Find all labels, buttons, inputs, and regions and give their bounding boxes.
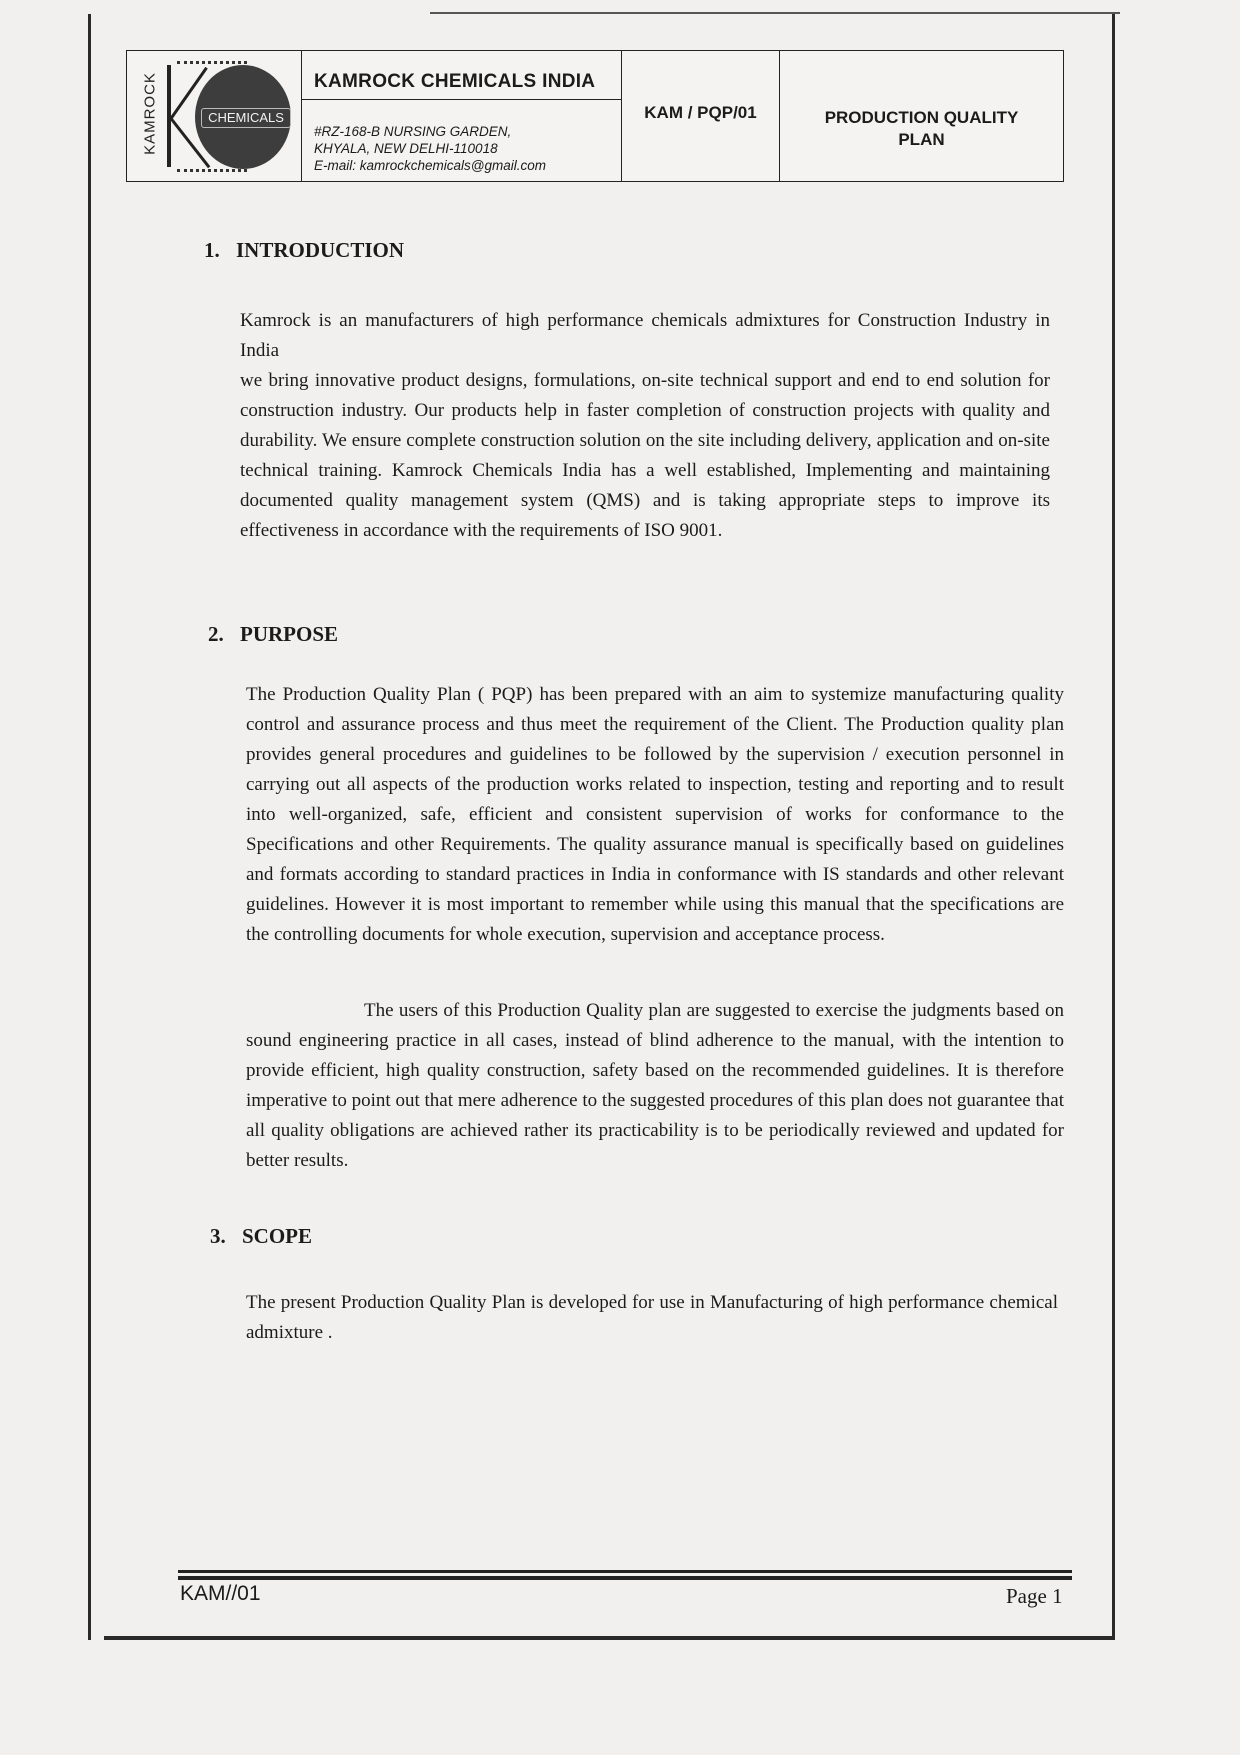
purpose-paragraph-2: The users of this Production Quality plan are suggested to exercise the judgments based on sound engineering practice in all cases, instead of blind adherence to the manual, with the intention to provide efficient, high quality construction, safety based on the recommended guidelines. It is therefore imperative to point out that mere adherence to the suggested procedures of this plan does not guarantee that all quality obligations are achieved rather its practicability is to be periodically reviewed and updated for better results. — [246, 1000, 1064, 1171]
section-heading-scope: 3. SCOPE — [210, 1224, 313, 1248]
footer-doc-ref: KAM//01 — [180, 1582, 261, 1605]
purpose-paragraph-1: The Production Quality Plan ( PQP) has been prepared with an aim to systemize manufacturing quality control and assurance process and thus meet the requirement of the Client. The Production quality plan provides general procedures and guidelines to be followed by the supervision / execution personnel in carrying out all aspects of the production works related to inspection, testing and reporting and to result into well-organized, safe, efficient and consistent supervision of works for conformance to the Specifications and other Requirements. The quality assurance manual is specifically based on guidelines and formats according to standard practices in India in conformance with IS standards and other relevant guidelines. However it is most important to remember while using this manual that the specifications are the controlling documents for whole execution, supervision and acceptance process. — [246, 684, 1064, 945]
doc-code: KAM / PQP/01 — [644, 103, 757, 122]
document-header-table — [126, 50, 1064, 182]
logo-badge-text: CHEMICALS — [201, 108, 291, 128]
intro-paragraph-2: we bring innovative product designs, formulations, on-site technical support and end to end solution for construction industry. Our products help in faster completion of construction projects with quality and durability. We ensure complete construction solution on the site including delivery, application and on-site technical training. Kamrock Chemicals India has a well established, Implementing and maintaining documented quality management system (QMS) and is taking appropriate steps to improve its effectiveness in accordance with the requirements of ISO 9001. — [240, 370, 1050, 541]
page-number: Page 1 — [1006, 1584, 1063, 1608]
intro-paragraph-1: Kamrock is an manufacturers of high performance chemicals admixtures for Construction Industry in India — [240, 310, 1050, 361]
company-logo — [137, 57, 287, 175]
address-line-1: #RZ-168-B NURSING GARDEN, — [314, 124, 512, 139]
page-border-bottom — [104, 1636, 1114, 1640]
doc-title: PRODUCTION QUALITY PLAN — [824, 108, 1019, 149]
doc-title-cell — [780, 51, 1063, 181]
company-name: KAMROCK CHEMICALS INDIA — [314, 71, 596, 92]
doc-code-cell — [622, 51, 780, 181]
company-address — [314, 123, 546, 174]
footer-rule — [178, 1570, 1072, 1573]
page-border-top — [430, 12, 1120, 14]
scope-paragraph: The present Production Quality Plan is developed for use in Manufacturing of high performance chemical admixture . — [246, 1292, 1058, 1343]
logo-cell — [127, 51, 302, 181]
address-line-2: KHYALA, NEW DELHI-110018 — [314, 141, 498, 156]
email-line: E-mail: kamrockchemicals@gmail.com — [314, 158, 546, 173]
page-border-left — [88, 14, 91, 1640]
company-info-cell — [302, 51, 622, 181]
section-heading-purpose: 2. PURPOSE — [208, 622, 339, 646]
section-heading-introduction: 1. INTRODUCTION — [204, 238, 405, 262]
page-border-right — [1112, 14, 1115, 1640]
logo-vertical-text: KAMROCK — [141, 72, 159, 155]
